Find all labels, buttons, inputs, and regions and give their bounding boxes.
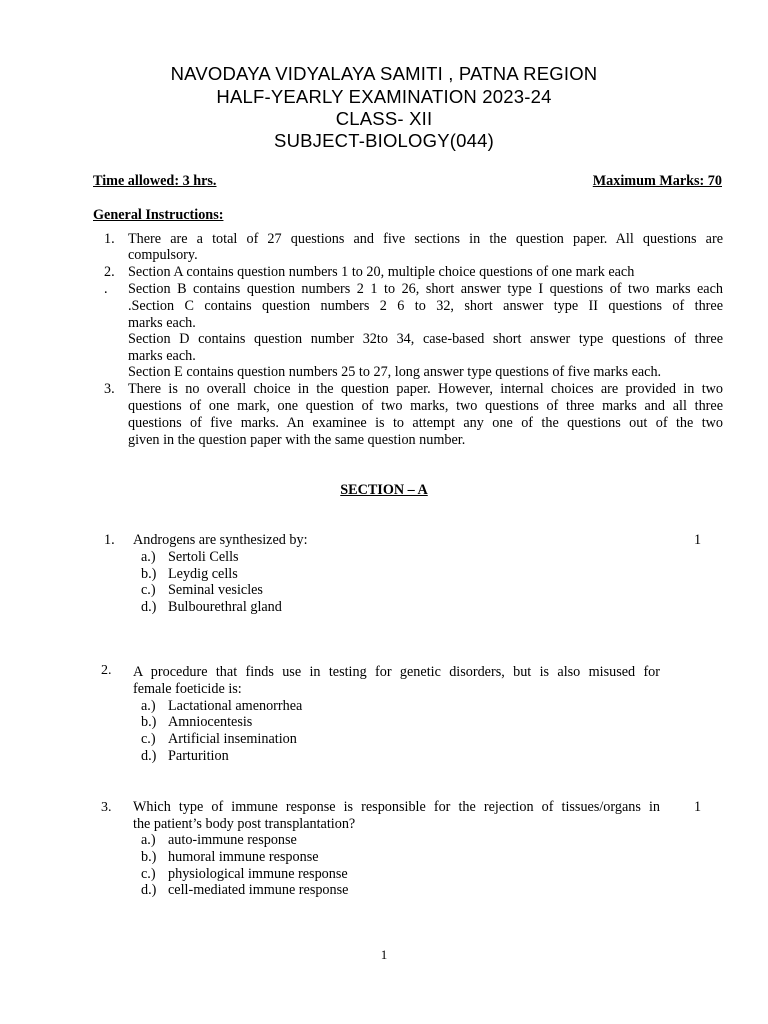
question-text: female foeticide is: xyxy=(133,681,242,697)
instruction-text: .Section C contains question numbers 2 6 to 32, short answer type II questions of three xyxy=(128,298,723,314)
option-label: d.) xyxy=(141,748,157,764)
option-label: b.) xyxy=(141,566,157,582)
option-label: c.) xyxy=(141,582,156,598)
instruction-text: Section E contains question numbers 25 to 27, long answer type questions of five marks each. xyxy=(128,364,662,380)
option-label: c.) xyxy=(141,866,156,882)
question-number: 3. xyxy=(101,800,112,815)
option-text: Leydig cells xyxy=(168,566,238,582)
option-label: c.) xyxy=(141,731,156,747)
instruction-text: questions of five marks. An examinee is to attempt any one of the questions out of the two xyxy=(128,415,723,431)
question-text: Which type of immune response is responsible for the rejection of tissues/organs in xyxy=(133,799,660,815)
instruction-text: marks each. xyxy=(128,315,196,331)
maximum-marks: Maximum Marks: 70 xyxy=(592,173,722,189)
instruction-number: 1. xyxy=(104,231,115,247)
section-title: SECTION – A xyxy=(340,482,428,498)
question-text: A procedure that finds use in testing for genetic disorders, but is also misused for xyxy=(133,664,660,680)
question-number: 1. xyxy=(104,532,115,548)
school-title: NAVODAYA VIDYALAYA SAMITI , PATNA REGION xyxy=(170,63,598,84)
option-label: b.) xyxy=(141,714,157,730)
question-text: Androgens are synthesized by: xyxy=(133,532,308,548)
instruction-text: questions of one mark, one question of two marks, two questions of three marks and all three xyxy=(128,398,723,414)
option-label: d.) xyxy=(141,882,157,898)
instruction-text: There are a total of 27 questions and five sections in the question paper. All questions are xyxy=(128,231,723,247)
exam-title: HALF-YEARLY EXAMINATION 2023-24 xyxy=(216,86,552,107)
option-text: Artificial insemination xyxy=(168,731,297,747)
instructions-heading: General Instructions: xyxy=(93,207,224,223)
question-marks: 1 xyxy=(694,532,702,548)
instruction-text: compulsory. xyxy=(128,247,198,263)
option-text: auto-immune response xyxy=(168,832,297,848)
option-text: cell-mediated immune response xyxy=(168,882,349,898)
option-text: Sertoli Cells xyxy=(168,549,239,565)
option-label: a.) xyxy=(141,698,156,714)
page-number: 1 xyxy=(380,947,388,962)
instruction-text: Section B contains question numbers 2 1 to 26, short answer type I questions of two marks each xyxy=(128,281,723,297)
option-text: Seminal vesicles xyxy=(168,582,263,598)
instruction-number: 2. xyxy=(104,264,115,280)
option-text: Lactational amenorrhea xyxy=(168,698,303,714)
option-label: d.) xyxy=(141,599,157,615)
instruction-text: There is no overall choice in the question paper. However, internal choices are provided in two xyxy=(128,381,723,397)
option-text: humoral immune response xyxy=(168,849,319,865)
option-text: physiological immune response xyxy=(168,866,348,882)
time-allowed: Time allowed: 3 hrs. xyxy=(93,173,217,189)
option-text: Parturition xyxy=(168,748,229,764)
class-title: CLASS- XII xyxy=(335,108,433,129)
option-label: a.) xyxy=(141,549,156,565)
option-text: Amniocentesis xyxy=(168,714,253,730)
question-marks: 1 xyxy=(694,799,702,815)
instruction-bullet: . xyxy=(104,281,108,297)
instruction-number: 3. xyxy=(104,381,115,397)
subject-title: SUBJECT-BIOLOGY(044) xyxy=(274,130,494,151)
instruction-text: Section A contains question numbers 1 to 20, multiple choice questions of one mark each xyxy=(128,264,635,280)
option-text: Bulbourethral gland xyxy=(168,599,282,615)
instruction-text: Section D contains question number 32to 34, case-based short answer type questions of three xyxy=(128,331,723,347)
question-text: the patient’s body post transplantation? xyxy=(133,816,356,832)
instruction-text: marks each. xyxy=(128,348,196,364)
option-label: b.) xyxy=(141,849,157,865)
instruction-text: given in the question paper with the same question number. xyxy=(128,432,466,448)
question-number: 2. xyxy=(101,663,112,678)
option-label: a.) xyxy=(141,832,156,848)
